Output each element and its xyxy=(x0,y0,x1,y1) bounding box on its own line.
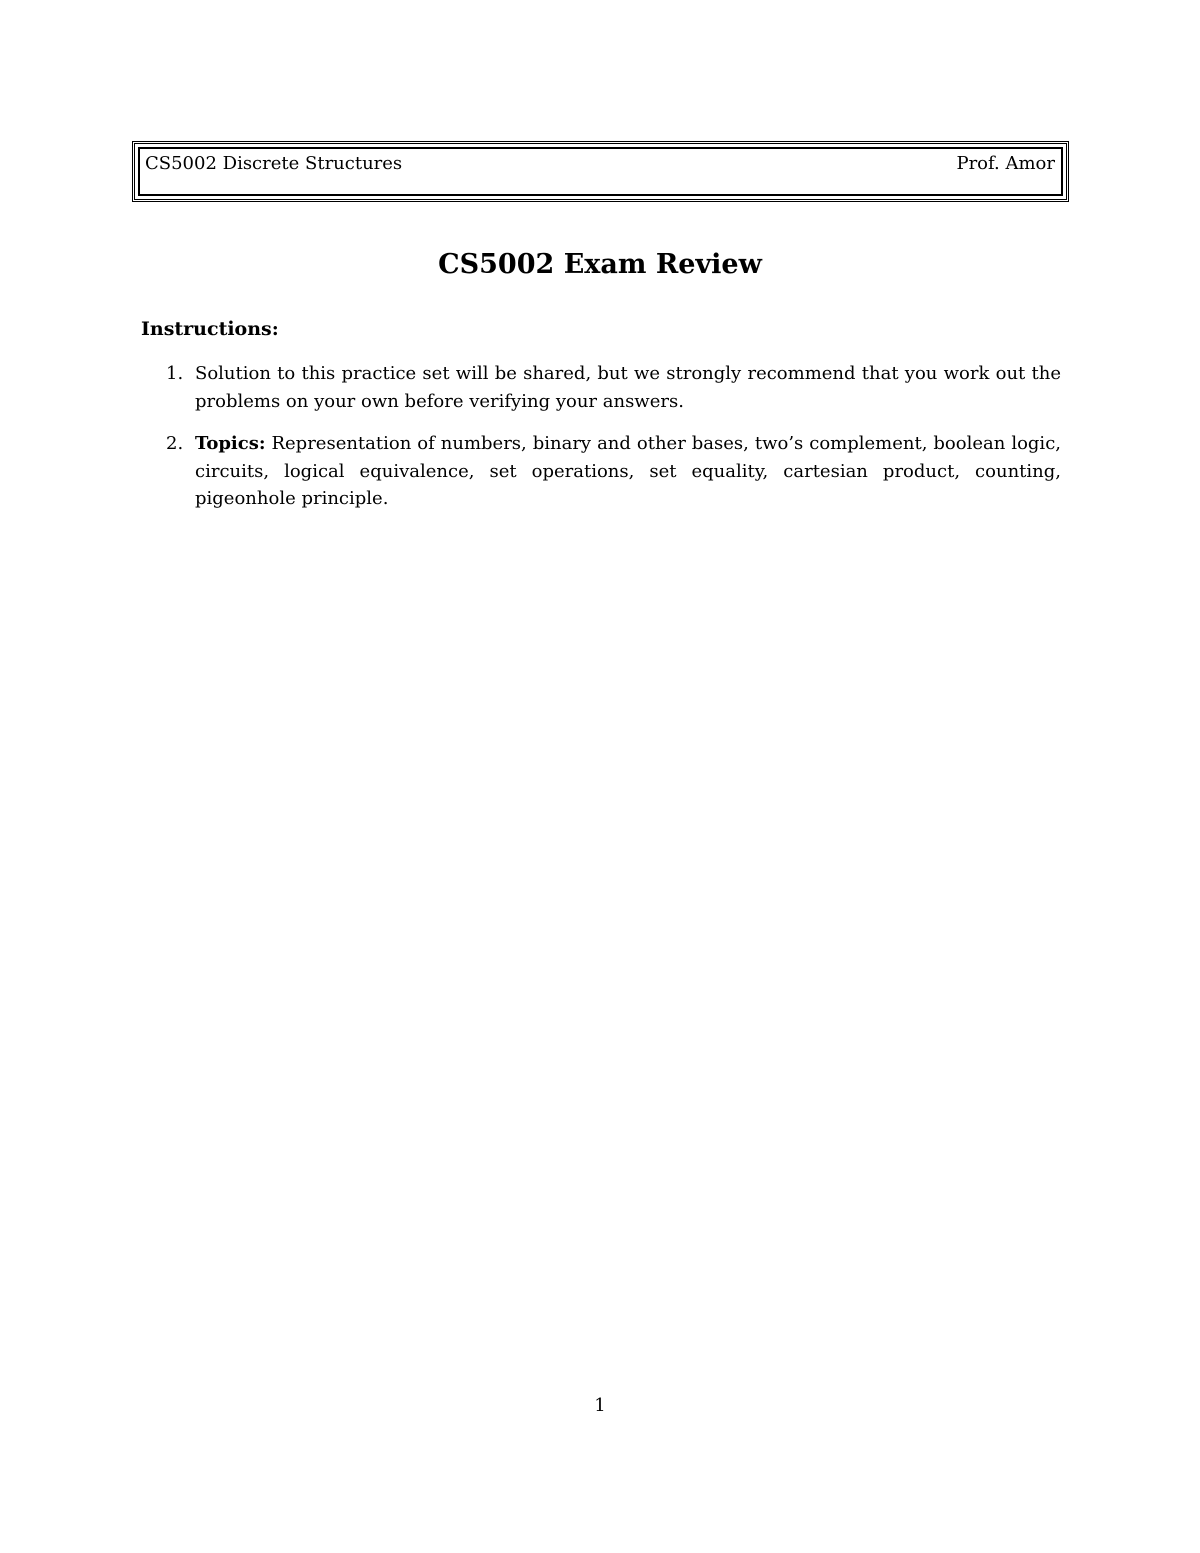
list-item xyxy=(141,430,1061,513)
topics-label: Topics: xyxy=(195,433,266,454)
document-title: CS5002 Exam Review xyxy=(438,249,762,280)
list-item-number: 2. xyxy=(166,433,184,454)
list-item-text: Solution to this practice set will be shared, but we strongly recommend that you work out the problems on your own before verifying your answers. xyxy=(195,363,1061,412)
instructions-list xyxy=(141,360,1061,528)
page-number: 1 xyxy=(594,1395,606,1416)
course-header-box xyxy=(132,141,1069,202)
course-name: CS5002 Discrete Structures xyxy=(145,153,403,174)
list-item-number: 1. xyxy=(166,363,184,384)
list-item xyxy=(141,360,1061,415)
instructor-name: Prof. Amor xyxy=(956,153,1055,174)
course-header-inner xyxy=(138,147,1063,196)
list-item-text: Representation of numbers, binary and other bases, two’s complement, boolean logic, circuits, logical equivalence, set operations, set equality, cartesian product, counting, pigeonhole principle. xyxy=(195,433,1061,509)
instructions-heading: Instructions: xyxy=(141,318,279,340)
